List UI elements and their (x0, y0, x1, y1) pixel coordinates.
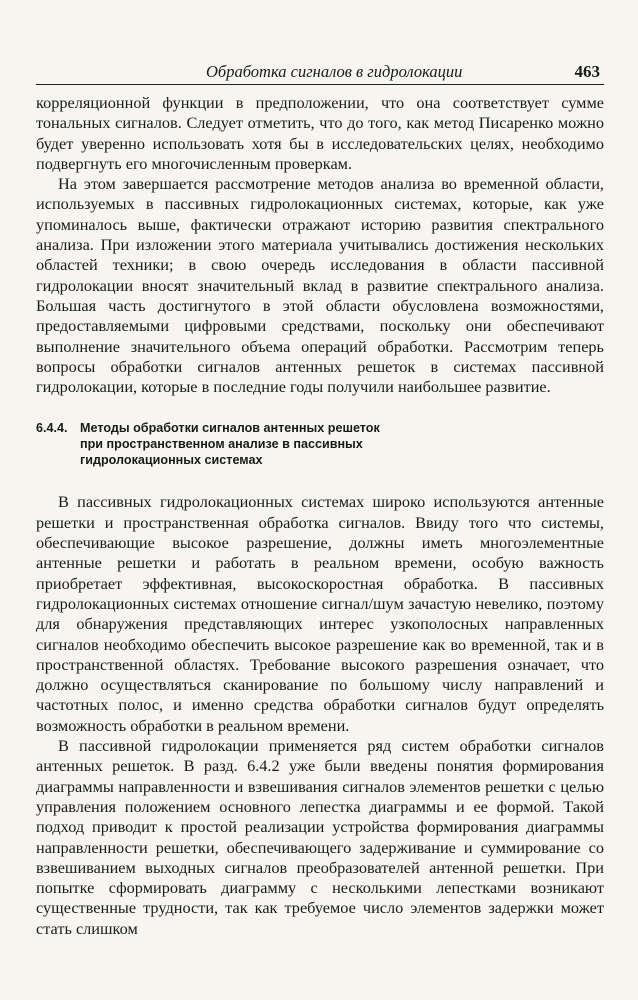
section-title-line-1: Методы обработки сигналов антенных решеток (80, 421, 380, 436)
body-text (36, 93, 604, 939)
paragraph-4: В пассивной гидролокации применяется ряд систем обработки сигналов антенных решеток. В разд. 6.4.2 уже были введены понятия формирования диаграммы направленности и взвешивания сигналов элементов решетки с целью управления положением основного лепестка диаграммы и ее формой. Такой подход приводит к простой реализации устройства формирования диаграммы направленности решетки, обеспечивающего задерживание и суммирование со взвешиванием выходных сигналов преобразователей антенной решетки. При попытке сформировать диаграмму с несколькими лепестками возникают существенные трудности, так как требуемое число элементов задержки может стать слишком (36, 736, 604, 938)
section-title-line-3: гидролокационных системах (80, 453, 263, 468)
running-header (36, 62, 604, 85)
book-page (36, 62, 604, 939)
section-heading (36, 420, 604, 468)
section-title-line-2: при пространственном анализе в пассивных (80, 437, 363, 452)
section-heading-line-1 (36, 420, 604, 436)
section-number: 6.4.4. (36, 421, 68, 436)
running-title: Обработка сигналов в гидролокации (206, 62, 463, 81)
paragraph-1: корреляционной функции в предположении, что она соответствует сумме тональных сигналов. Следует отметить, что до того, как метод Писаренко можно будет уверенно использовать хотя бы в исследовательских целях, необходимо подвергнуть его многочисленным проверкам. (36, 93, 604, 173)
page-number: 463 (574, 62, 600, 81)
paragraph-2: На этом завершается рассмотрение методов анализа во временной области, используемых в пассивных гидролокационных системах, которые, как уже упоминалось выше, фактически отражают историю развития спектрального анализа. При изложении этого материала учитывались достижения нескольких областей техники; в свою очередь исследования в области пассивной гидролокации вносят значительный вклад в развитие спектрального анализа. Большая часть достигнутого в этой области обусловлена возможностями, предоставляемыми цифровыми средствами, поскольку они обеспечивают выполнение значительного объема операций обработки. Рассмотрим теперь вопросы обработки сигналов антенных решеток в системах пассивной гидролокации, которые в последние годы получили наибольшее развитие. (36, 174, 604, 397)
paragraph-3: В пассивных гидролокационных системах широко используются антенные решетки и пространственная обработка сигналов. Ввиду того что системы, обеспечивающие высокое разрешение, должны иметь многоэлементные антенные решетки и работать в реальном времени, особую важность приобретает эффективная, высокоскоростная обработка. В пассивных гидролокационных системах отношение сигнал/шум зачастую невелико, поэтому для обнаружения представляющих интерес узкополосных направленных сигналов необходимо обеспечить высокое разрешение как во временной, так и в пространственной областях. Требование высокого разрешения означает, что должно осуществляться сканирование по большому числу направлений и частотных полос, и именно средства обработки сигналов будут определять возможность обработки в реальном времени. (36, 492, 604, 735)
